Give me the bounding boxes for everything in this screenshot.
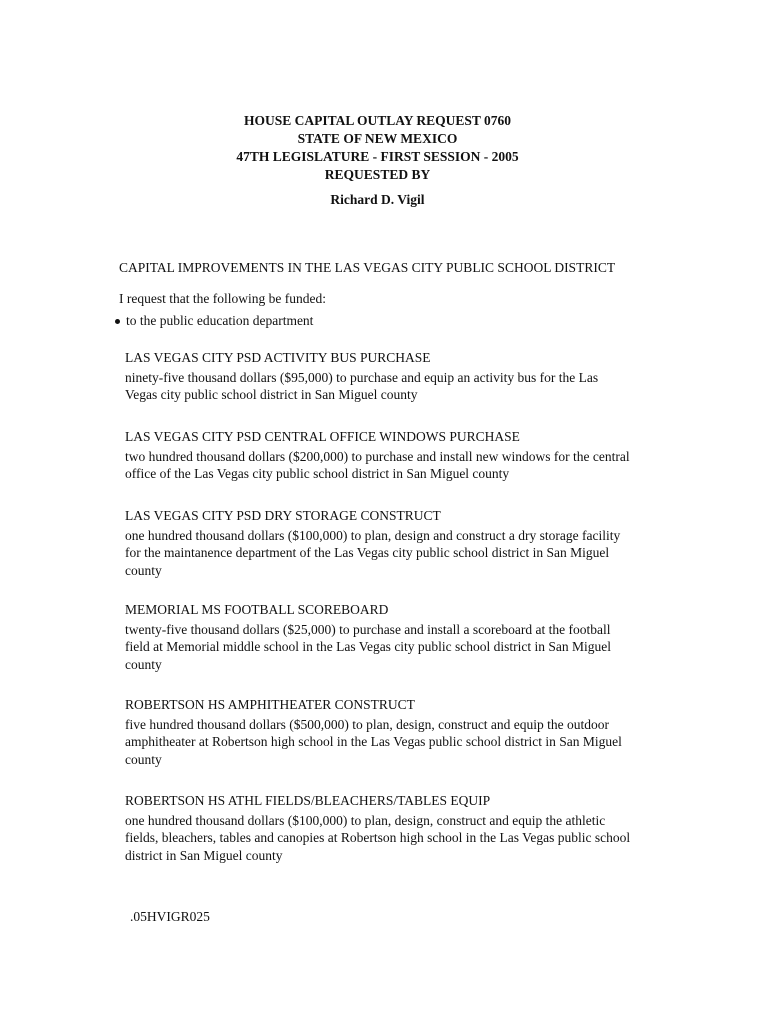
item-description-line: office of the Las Vegas city public school district in San Miguel county — [125, 466, 510, 481]
item-description-line: county — [125, 751, 162, 767]
intro-text: I request that the following be funded: — [119, 291, 326, 306]
item-description-line: county — [125, 562, 162, 578]
item-heading: MEMORIAL MS FOOTBALL SCOREBOARD — [125, 602, 389, 617]
item-heading: LAS VEGAS CITY PSD ACTIVITY BUS PURCHASE — [125, 350, 431, 365]
title-line: REQUESTED BY — [324, 167, 431, 182]
item-description-line: five hundred thousand dollars ($500,000) to plan, design, construct and equip the outdoor — [125, 716, 610, 732]
requester-name: Richard D. Vigil — [330, 192, 425, 207]
request-item — [125, 696, 622, 768]
item-description-line: county — [125, 656, 162, 672]
item-heading: LAS VEGAS CITY PSD DRY STORAGE CONSTRUCT — [125, 508, 441, 523]
item-description-line: district in San Miguel county — [125, 847, 283, 863]
item-description-line: Vegas city public school district in San Miguel county — [125, 387, 418, 402]
item-description-line: one hundred thousand dollars ($100,000) to plan, design and construct a dry storage facility — [125, 527, 621, 543]
request-item — [125, 428, 630, 483]
request-item — [125, 792, 630, 864]
item-heading: ROBERTSON HS ATHL FIELDS/BLEACHERS/TABLES EQUIP — [125, 793, 491, 808]
footer-code: .05HVIGR025 — [130, 909, 210, 924]
request-item — [125, 349, 598, 404]
item-heading: LAS VEGAS CITY PSD CENTRAL OFFICE WINDOWS PURCHASE — [125, 429, 520, 444]
item-heading: ROBERTSON HS AMPHITHEATER CONSTRUCT — [125, 697, 415, 712]
item-description-line: amphitheater at Robertson high school in the Las Vegas public school district in San Miguel — [125, 734, 622, 749]
request-item — [125, 601, 611, 673]
item-description-line: one hundred thousand dollars ($100,000) to plan, design, construct and equip the athletic — [125, 812, 606, 828]
item-description-line: two hundred thousand dollars ($200,000) to purchase and install new windows for the central — [125, 448, 630, 464]
title-line: STATE OF NEW MEXICO — [297, 131, 458, 146]
bullet-item — [115, 312, 313, 329]
bullet-icon — [115, 319, 120, 324]
section-title: CAPITAL IMPROVEMENTS IN THE LAS VEGAS CITY PUBLIC SCHOOL DISTRICT — [119, 260, 616, 275]
item-description-line: ninety-five thousand dollars ($95,000) to purchase and equip an activity bus for the Las — [125, 369, 599, 385]
document-title — [0, 112, 755, 209]
bullet-text: to the public education department — [126, 313, 314, 328]
title-line: 47TH LEGISLATURE - FIRST SESSION - 2005 — [236, 149, 519, 164]
item-description-line: for the maintanence department of the Las Vegas city public school district in San Miguel — [125, 545, 610, 560]
title-line: HOUSE CAPITAL OUTLAY REQUEST 0760 — [243, 113, 512, 128]
item-description-line: field at Memorial middle school in the Las Vegas city public school district in San Miguel — [125, 639, 612, 654]
request-item — [125, 507, 620, 579]
item-description-line: fields, bleachers, tables and canopies at Robertson high school in the Las Vegas public school — [125, 830, 631, 845]
item-description-line: twenty-five thousand dollars ($25,000) to purchase and install a scoreboard at the football — [125, 621, 611, 637]
